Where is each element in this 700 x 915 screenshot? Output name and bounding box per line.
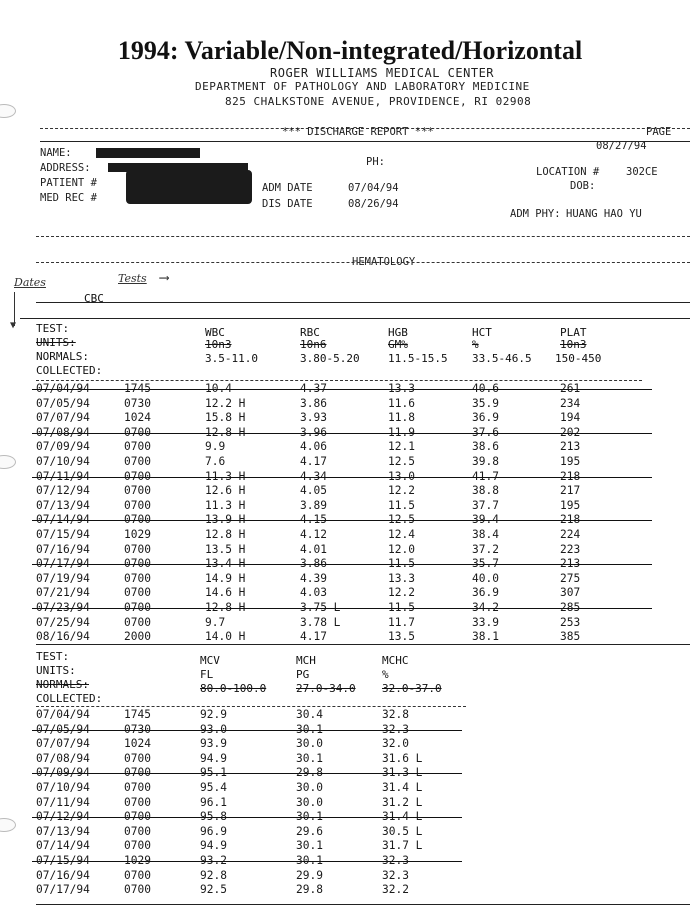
cell-time: 0700 bbox=[124, 440, 151, 454]
cell-value: 31.3 L bbox=[382, 766, 423, 780]
cell-value: 194 bbox=[560, 411, 581, 425]
cell-date: 07/16/94 bbox=[36, 868, 90, 882]
cell-value: 195 bbox=[560, 498, 581, 512]
cell-value: 30.1 bbox=[296, 839, 323, 853]
cell-value: 11.8 bbox=[388, 411, 415, 425]
cell-value: 3.93 bbox=[300, 411, 327, 425]
cell-value: 4.12 bbox=[300, 528, 327, 541]
cell-value: 4.34 bbox=[300, 469, 327, 483]
cell-date: 07/23/94 bbox=[36, 601, 90, 614]
redaction-bar bbox=[96, 148, 200, 158]
cell-value: 92.5 bbox=[200, 883, 227, 897]
cell-value: 253 bbox=[560, 615, 581, 629]
cell-value: 40.6 bbox=[472, 382, 499, 395]
cell-date: 07/12/94 bbox=[36, 810, 90, 824]
location-label: LOCATION # bbox=[536, 166, 600, 178]
cell-value: 3.89 bbox=[300, 498, 327, 512]
cell-value: 9.9 bbox=[205, 440, 226, 454]
cbc-label: CBC bbox=[84, 292, 104, 305]
cell-date: 07/14/94 bbox=[36, 513, 90, 527]
cell-value: 32.3 bbox=[382, 722, 409, 736]
cell-value: 223 bbox=[560, 542, 581, 556]
cell-value: 32.8 bbox=[382, 708, 409, 721]
cell-value: 218 bbox=[560, 469, 581, 483]
cell-date: 07/12/94 bbox=[36, 484, 90, 498]
annotation-dates: Dates bbox=[14, 276, 46, 289]
cell-value: 39.4 bbox=[472, 513, 499, 527]
cell-value: 385 bbox=[560, 630, 581, 644]
cell-value: 38.4 bbox=[472, 528, 499, 541]
hospital-name: ROGER WILLIAMS MEDICAL CENTER bbox=[270, 66, 495, 80]
cell-value: 218 bbox=[560, 513, 581, 527]
cell-value: 11.3 H bbox=[205, 498, 246, 512]
cell-value: 11.5 bbox=[388, 601, 415, 614]
cell-value: 30.4 bbox=[296, 708, 323, 721]
cell-time: 1024 bbox=[124, 411, 151, 425]
dis-date-label: DIS DATE bbox=[262, 198, 313, 210]
cell-date: 07/17/94 bbox=[36, 883, 90, 897]
arrow-down-icon: ▼ bbox=[10, 320, 17, 331]
column-units: % bbox=[382, 668, 389, 681]
divider bbox=[36, 302, 690, 303]
cell-value: 30.1 bbox=[296, 854, 323, 867]
cell-date: 07/07/94 bbox=[36, 411, 90, 425]
cell-value: 3.75 L bbox=[300, 601, 341, 614]
punch-hole bbox=[0, 818, 16, 832]
section-title: HEMATOLOGY bbox=[352, 256, 416, 268]
cell-time: 1029 bbox=[124, 528, 151, 541]
punch-hole bbox=[0, 104, 16, 118]
column-normals: 80.0-100.0 bbox=[200, 682, 267, 695]
punch-hole bbox=[0, 455, 16, 469]
cell-value: 29.9 bbox=[296, 868, 323, 882]
cell-value: 29.8 bbox=[296, 883, 323, 897]
cell-time: 1024 bbox=[124, 737, 151, 751]
cell-date: 07/25/94 bbox=[36, 615, 90, 629]
column-normals: 3.80-5.20 bbox=[300, 352, 360, 365]
column-normals: 32.0-37.0 bbox=[382, 682, 442, 695]
cell-value: 95.4 bbox=[200, 781, 227, 794]
cell-value: 14.6 H bbox=[205, 586, 246, 600]
cell-value: 14.9 H bbox=[205, 571, 246, 585]
cell-time: 0700 bbox=[124, 883, 151, 897]
cell-value: 13.5 bbox=[388, 630, 415, 644]
cell-value: 234 bbox=[560, 396, 581, 410]
cell-value: 12.2 bbox=[388, 484, 415, 498]
medrec-label: MED REC # bbox=[40, 192, 97, 204]
cell-value: 3.96 bbox=[300, 425, 327, 439]
cell-time: 0700 bbox=[124, 469, 151, 483]
cell-value: 30.5 L bbox=[382, 824, 423, 838]
cell-time: 0700 bbox=[124, 542, 151, 556]
cell-value: 285 bbox=[560, 601, 581, 614]
cell-value: 29.6 bbox=[296, 824, 323, 838]
cell-time: 0700 bbox=[124, 498, 151, 512]
cell-value: 31.4 L bbox=[382, 810, 423, 824]
adm-date-label: ADM DATE bbox=[262, 182, 313, 194]
cell-time: 0700 bbox=[124, 839, 151, 853]
column-normals: 27.0-34.0 bbox=[296, 682, 356, 695]
cell-value: 195 bbox=[560, 455, 581, 468]
cell-value: 213 bbox=[560, 557, 581, 571]
phone-label: PH: bbox=[366, 156, 385, 168]
cell-date: 07/08/94 bbox=[36, 425, 90, 439]
column-header: PLAT bbox=[560, 326, 587, 339]
column-normals: 150-450 bbox=[555, 352, 602, 365]
cell-value: 12.8 H bbox=[205, 601, 246, 614]
cell-value: 31.2 L bbox=[382, 795, 423, 809]
cell-value: 34.2 bbox=[472, 601, 499, 614]
cell-value: 12.6 H bbox=[205, 484, 246, 498]
cell-value: 13.0 bbox=[388, 469, 415, 483]
column-header: HCT bbox=[472, 326, 492, 339]
cell-value: 95.1 bbox=[200, 766, 227, 780]
cell-date: 07/08/94 bbox=[36, 751, 90, 765]
cell-value: 7.6 bbox=[205, 455, 226, 468]
cell-time: 0700 bbox=[124, 425, 151, 439]
cell-date: 07/09/94 bbox=[36, 440, 90, 454]
divider bbox=[36, 644, 690, 645]
cell-value: 30.1 bbox=[296, 810, 323, 824]
column-header: RBC bbox=[300, 326, 320, 339]
cell-value: 4.03 bbox=[300, 586, 327, 600]
divider bbox=[20, 318, 690, 319]
divider bbox=[36, 706, 466, 707]
column-header: MCHC bbox=[382, 654, 409, 667]
test-label: TEST: bbox=[36, 322, 70, 335]
cell-time: 0700 bbox=[124, 601, 151, 614]
cell-value: 39.8 bbox=[472, 455, 499, 468]
cell-time: 2000 bbox=[124, 630, 151, 644]
cell-value: 38.8 bbox=[472, 484, 499, 498]
collected-label: COLLECTED: bbox=[36, 364, 103, 377]
column-units: 10n3 bbox=[205, 338, 232, 351]
cell-value: 4.37 bbox=[300, 382, 327, 395]
cell-value: 36.9 bbox=[472, 586, 499, 600]
cell-value: 217 bbox=[560, 484, 581, 498]
cell-time: 1029 bbox=[124, 854, 151, 867]
cell-time: 0700 bbox=[124, 810, 151, 824]
column-units: GM% bbox=[388, 338, 408, 351]
cell-value: 4.06 bbox=[300, 440, 327, 454]
cell-date: 07/15/94 bbox=[36, 528, 90, 541]
cell-date: 07/21/94 bbox=[36, 586, 90, 600]
cell-time: 0730 bbox=[124, 722, 151, 736]
cell-value: 12.2 bbox=[388, 586, 415, 600]
cell-value: 37.7 bbox=[472, 498, 499, 512]
normals-label: NORMALS: bbox=[36, 350, 89, 363]
cell-value: 94.9 bbox=[200, 751, 227, 765]
cell-value: 30.1 bbox=[296, 722, 323, 736]
location-value: 302CE bbox=[626, 166, 658, 178]
divider bbox=[40, 141, 690, 142]
adm-phy-label: ADM PHY: bbox=[510, 208, 561, 220]
cell-date: 07/11/94 bbox=[36, 469, 90, 483]
cell-time: 0700 bbox=[124, 824, 151, 838]
cell-date: 07/14/94 bbox=[36, 839, 90, 853]
cell-value: 92.9 bbox=[200, 708, 227, 721]
cell-time: 1745 bbox=[124, 382, 151, 395]
cell-value: 37.2 bbox=[472, 542, 499, 556]
cell-value: 30.0 bbox=[296, 737, 323, 751]
column-units: 10n3 bbox=[560, 338, 587, 351]
arrow-right-icon: ⟶ bbox=[160, 270, 169, 286]
cell-value: 11.9 bbox=[388, 425, 415, 439]
cell-value: 93.0 bbox=[200, 722, 227, 736]
cell-value: 4.05 bbox=[300, 484, 327, 498]
cell-date: 07/17/94 bbox=[36, 557, 90, 571]
units-label: UNITS: bbox=[36, 336, 76, 349]
cell-value: 96.1 bbox=[200, 795, 227, 809]
adm-date-value: 07/04/94 bbox=[348, 182, 399, 194]
department-name: DEPARTMENT OF PATHOLOGY AND LABORATORY MEDICINE bbox=[195, 80, 530, 93]
cell-value: 13.9 H bbox=[205, 513, 246, 527]
cell-value: 11.5 bbox=[388, 498, 415, 512]
cell-value: 3.86 bbox=[300, 557, 327, 571]
cell-value: 38.6 bbox=[472, 440, 499, 454]
cell-value: 4.17 bbox=[300, 630, 327, 644]
cell-date: 07/10/94 bbox=[36, 781, 90, 794]
cell-value: 92.8 bbox=[200, 868, 227, 882]
cell-value: 37.6 bbox=[472, 425, 499, 439]
cell-value: 12.8 H bbox=[205, 425, 246, 439]
cell-value: 3.86 bbox=[300, 396, 327, 410]
name-label: NAME: bbox=[40, 147, 72, 159]
dob-label: DOB: bbox=[570, 180, 596, 192]
cell-value: 35.7 bbox=[472, 557, 499, 571]
cell-value: 35.9 bbox=[472, 396, 499, 410]
cell-value: 224 bbox=[560, 528, 581, 541]
cell-date: 07/11/94 bbox=[36, 795, 90, 809]
document-title: 1994: Variable/Non-integrated/Horizontal bbox=[117, 36, 583, 65]
cell-date: 07/04/94 bbox=[36, 708, 90, 721]
column-header: MCH bbox=[296, 654, 316, 667]
address-label: ADDRESS: bbox=[40, 162, 91, 174]
cell-value: 30.0 bbox=[296, 795, 323, 809]
cell-value: 307 bbox=[560, 586, 581, 600]
cell-value: 14.0 H bbox=[205, 630, 246, 644]
cell-time: 0700 bbox=[124, 557, 151, 571]
cell-date: 07/15/94 bbox=[36, 854, 90, 867]
cell-time: 0730 bbox=[124, 396, 151, 410]
cell-time: 0700 bbox=[124, 455, 151, 468]
cell-value: 4.17 bbox=[300, 455, 327, 468]
cell-value: 94.9 bbox=[200, 839, 227, 853]
cell-value: 12.8 H bbox=[205, 528, 246, 541]
cell-value: 40.0 bbox=[472, 571, 499, 585]
page-label: PAGE bbox=[646, 126, 672, 138]
cell-value: 93.9 bbox=[200, 737, 227, 751]
cell-value: 213 bbox=[560, 440, 581, 454]
cell-time: 0700 bbox=[124, 484, 151, 498]
cell-value: 93.2 bbox=[200, 854, 227, 867]
cell-time: 0700 bbox=[124, 513, 151, 527]
cell-value: 13.3 bbox=[388, 382, 415, 395]
cell-value: 12.0 bbox=[388, 542, 415, 556]
column-header: WBC bbox=[205, 326, 225, 339]
cell-value: 30.0 bbox=[296, 781, 323, 794]
cell-value: 13.4 H bbox=[205, 557, 246, 571]
cell-date: 07/05/94 bbox=[36, 396, 90, 410]
units-label: UNITS: bbox=[36, 664, 76, 677]
cell-value: 11.5 bbox=[388, 557, 415, 571]
cell-value: 3.78 L bbox=[300, 615, 341, 629]
column-units: 10n6 bbox=[300, 338, 327, 351]
cell-value: 33.9 bbox=[472, 615, 499, 629]
cell-value: 96.9 bbox=[200, 824, 227, 838]
cell-value: 31.4 L bbox=[382, 781, 423, 794]
cell-value: 32.3 bbox=[382, 868, 409, 882]
cell-date: 07/10/94 bbox=[36, 455, 90, 468]
cell-value: 4.15 bbox=[300, 513, 327, 527]
patient-label: PATIENT # bbox=[40, 177, 97, 189]
divider bbox=[36, 262, 690, 263]
cell-value: 12.1 bbox=[388, 440, 415, 454]
cell-value: 261 bbox=[560, 382, 581, 395]
cell-date: 08/16/94 bbox=[36, 630, 90, 644]
cell-value: 13.5 H bbox=[205, 542, 246, 556]
cell-date: 07/05/94 bbox=[36, 722, 90, 736]
test-label: TEST: bbox=[36, 650, 70, 663]
column-units: FL bbox=[200, 668, 214, 681]
cell-time: 0700 bbox=[124, 615, 151, 629]
divider bbox=[36, 904, 690, 905]
cell-value: 36.9 bbox=[472, 411, 499, 425]
hospital-address: 825 CHALKSTONE AVENUE, PROVIDENCE, RI 02908 bbox=[225, 95, 532, 108]
cell-value: 32.2 bbox=[382, 883, 409, 897]
cell-value: 202 bbox=[560, 425, 581, 439]
cell-time: 0700 bbox=[124, 751, 151, 765]
cell-time: 0700 bbox=[124, 868, 151, 882]
dis-date-value: 08/26/94 bbox=[348, 198, 399, 210]
cell-date: 07/16/94 bbox=[36, 542, 90, 556]
divider bbox=[36, 236, 690, 237]
column-normals: 3.5-11.0 bbox=[205, 352, 258, 365]
column-normals: 11.5-15.5 bbox=[388, 352, 448, 365]
cell-value: 31.7 L bbox=[382, 839, 423, 853]
cell-value: 12.5 bbox=[388, 455, 415, 468]
report-title: *** DISCHARGE REPORT *** bbox=[282, 126, 434, 138]
cell-value: 4.01 bbox=[300, 542, 327, 556]
cell-value: 275 bbox=[560, 571, 581, 585]
cell-time: 0700 bbox=[124, 766, 151, 780]
adm-phy-value: HUANG HAO YU bbox=[566, 208, 642, 220]
cell-value: 41.7 bbox=[472, 469, 499, 483]
cell-value: 12.4 bbox=[388, 528, 415, 541]
cell-value: 12.5 bbox=[388, 513, 415, 527]
cell-time: 0700 bbox=[124, 781, 151, 794]
cell-value: 10.4 bbox=[205, 382, 232, 395]
divider bbox=[36, 380, 642, 381]
cell-date: 07/13/94 bbox=[36, 824, 90, 838]
cell-date: 07/04/94 bbox=[36, 382, 90, 395]
report-date: 08/27/94 bbox=[596, 140, 647, 152]
cell-time: 0700 bbox=[124, 586, 151, 600]
cell-value: 38.1 bbox=[472, 630, 499, 644]
cell-time: 0700 bbox=[124, 571, 151, 585]
column-header: HGB bbox=[388, 326, 408, 339]
cell-value: 11.7 bbox=[388, 615, 415, 629]
column-header: MCV bbox=[200, 654, 220, 667]
cell-value: 4.39 bbox=[300, 571, 327, 585]
column-normals: 33.5-46.5 bbox=[472, 352, 532, 365]
cell-date: 07/13/94 bbox=[36, 498, 90, 512]
cell-value: 32.3 bbox=[382, 854, 409, 867]
cell-value: 11.3 H bbox=[205, 469, 246, 483]
cell-value: 15.8 H bbox=[205, 411, 246, 425]
cell-date: 07/07/94 bbox=[36, 737, 90, 751]
cell-value: 29.8 bbox=[296, 766, 323, 780]
cell-value: 31.6 L bbox=[382, 751, 423, 765]
cell-date: 07/09/94 bbox=[36, 766, 90, 780]
annotation-tests: Tests bbox=[118, 272, 147, 285]
cell-value: 95.8 bbox=[200, 810, 227, 824]
cell-value: 12.2 H bbox=[205, 396, 246, 410]
cell-date: 07/19/94 bbox=[36, 571, 90, 585]
normals-label: NORMALS: bbox=[36, 678, 89, 691]
column-units: PG bbox=[296, 668, 310, 681]
cell-value: 11.6 bbox=[388, 396, 415, 410]
cell-time: 1745 bbox=[124, 708, 151, 721]
cell-value: 13.3 bbox=[388, 571, 415, 585]
cell-value: 9.7 bbox=[205, 615, 226, 629]
column-units: % bbox=[472, 338, 479, 351]
cell-value: 32.0 bbox=[382, 737, 409, 751]
cell-value: 30.1 bbox=[296, 751, 323, 765]
collected-label: COLLECTED: bbox=[36, 692, 103, 705]
redaction-block bbox=[126, 170, 252, 204]
cell-time: 0700 bbox=[124, 795, 151, 809]
